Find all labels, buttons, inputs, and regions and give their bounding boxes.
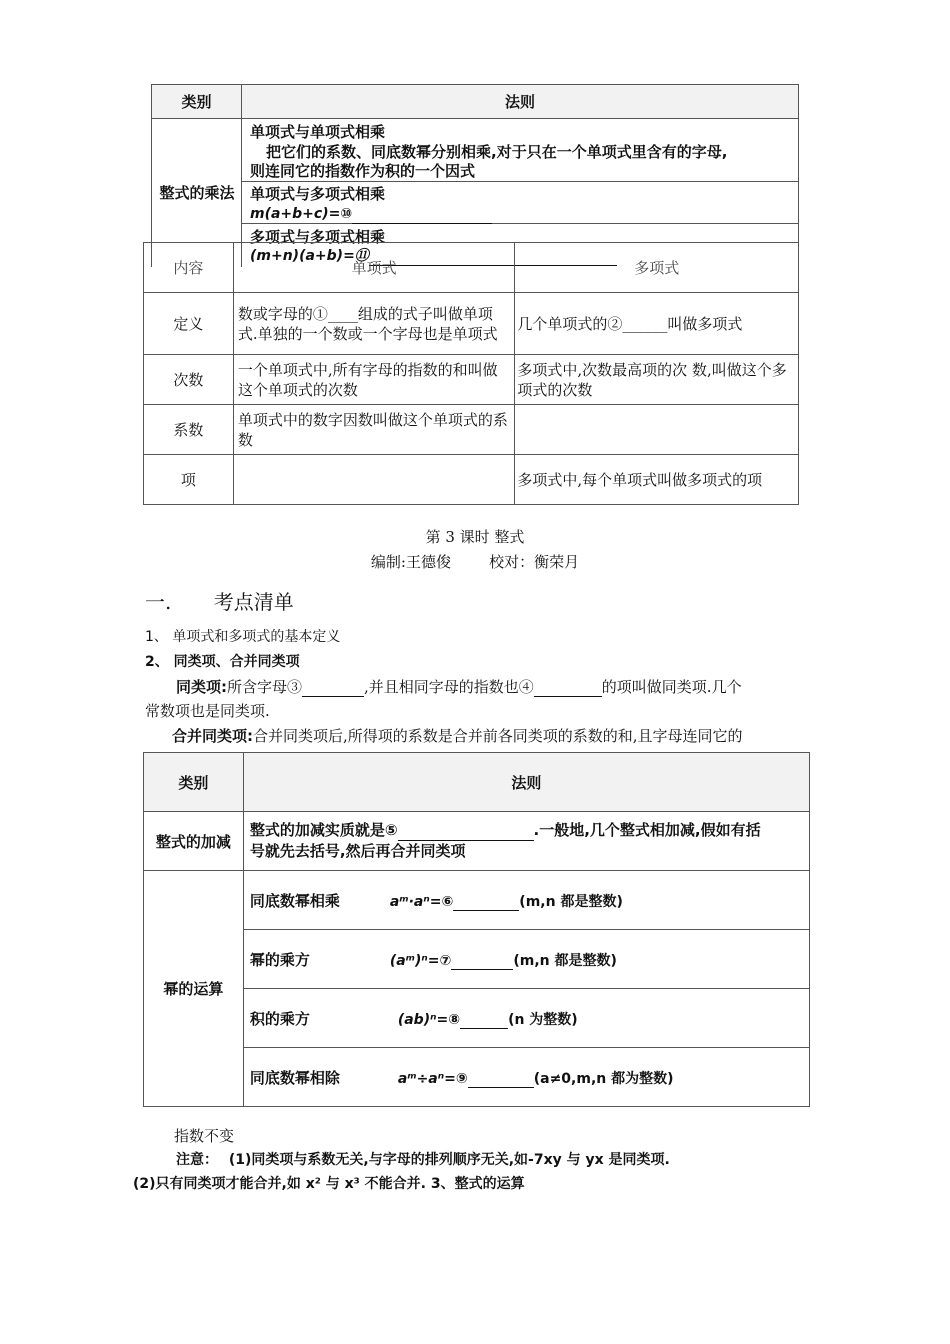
power-rule-cond: (n 为整数) [508,1012,578,1028]
mono-mono-rule-line1: 把它们的系数、同底数幂分别相乘,对于只在一个单项式里含有的字母, [266,143,728,161]
like-terms-text-a: 所含字母③ [227,678,303,696]
combine-line [172,725,743,746]
like-terms-text-b: ,并且相同字母的指数也④ [364,678,534,696]
section-heading [145,586,294,615]
power-rule-name: 幂的乘方 [249,950,310,969]
like-terms-text-c: 的项叫做同类项.几个 [601,678,742,696]
def-row-label: 项 [144,455,234,505]
def-row-mono [233,455,515,505]
ops-add-text-c: 号就先去括号,然后再合并同类项 [249,842,466,860]
like-terms-line2: 常数项也是同类项. [145,702,270,720]
ops-add-text-a: 整式的加减实质就是⑤ [249,821,398,839]
poly-poly-formula: (m+n)(a+b)=⑪ [250,248,369,264]
item-1: 1、 单项式和多项式的基本定义 [145,629,341,645]
ops-add-rule [243,812,809,871]
power-rule-cond: (m,n 都是整数) [513,953,617,969]
blank-6 [453,894,519,911]
power-rule-name: 同底数幂相乘 [249,891,340,910]
power-rule-formula-wrap [398,1068,674,1088]
power-rule-formula: (aᵐ)ⁿ=⑦ [389,953,452,969]
def-row-poly: 多项式中,每个单项式叫做多项式的项 [515,455,799,505]
section-number: 一. [145,590,172,614]
power-rule-row [243,871,809,930]
note-text-1: (1)同类项与系数无关,与字母的排列顺序无关,如-7xy 与 yx 是同类项. [228,1152,670,1168]
power-rule-formula-wrap [390,891,623,911]
note-line1 [176,1149,670,1169]
def-row-poly: 几个单项式的②______叫做多项式 [515,293,799,355]
exponent-unchanged: 指数不变 [174,1127,235,1145]
blank-5 [398,824,534,841]
def-header-content: 内容 [144,243,234,293]
blank-3 [302,680,364,697]
power-rule-formula: aᵐ÷aⁿ=⑨ [397,1071,468,1087]
blank-4 [534,680,602,697]
power-rule-row [243,989,809,1048]
note-line2: (2)只有同类项才能合并,如 x² 与 x³ 不能合并. 3、整式的运算 [133,1176,525,1192]
power-rule-name: 同底数幂相除 [249,1068,340,1087]
power-rule-name: 积的乘方 [249,1009,310,1028]
item-2: 2、 同类项、合并同类项 [145,654,300,670]
like-terms-label: 同类项: [176,678,227,696]
combine-text: 合并同类项后,所得项的系数是合并前各同类项的系数的和,且字母连同它的 [253,727,743,745]
lesson-title: 第 3 课时 整式 [425,528,525,546]
def-row-label: 系数 [144,405,234,455]
blank-9 [468,1071,534,1088]
power-rule-cond: (a≠0,m,n 都为整数) [533,1071,674,1087]
mono-poly-formula: m(a+b+c)=⑩ [250,206,353,222]
mono-poly-title: 单项式与多项式相乘 [250,185,386,203]
def-row-poly: 多项式中,次数最高项的次 数,叫做这个多项式的次数 [515,355,799,405]
ops-add-label: 整式的加减 [144,812,244,871]
def-row-mono: 数或字母的①____组成的式子叫做单项式.单独的一个数或一个字母也是单项式 [233,293,515,355]
poly-poly-title: 多项式与多项式相乘 [250,228,386,246]
power-rule-formula-wrap [390,950,617,970]
mono-poly-formula-row [250,204,492,224]
def-row-label: 定义 [144,293,234,355]
def-row-mono: 单项式中的数字因数叫做这个单项式的系数 [233,405,515,455]
row-label-multiplication: 整式的乘法 [159,184,235,202]
power-rule-row [243,930,809,989]
combine-label: 合并同类项: [172,727,253,745]
note-label: 注意： [176,1152,218,1168]
blank-10 [352,207,492,224]
table-header-rule: 法则 [504,93,535,111]
mono-mono-title: 单项式与单项式相乘 [250,123,386,141]
def-row-mono: 一个单项式中,所有字母的指数的和叫做这个单项式的次数 [233,355,515,405]
def-row-poly [515,405,799,455]
editors-line: 编制:王德俊 校对：衡荣月 [370,553,580,571]
power-rule-formula-wrap [398,1009,578,1029]
ops-header-rule: 法则 [243,753,809,812]
ops-power-label: 幂的运算 [144,871,244,1107]
mono-mono-rule-line2: 则连同它的指数作为积的一个因式 [250,162,476,180]
blank-8 [460,1012,508,1029]
ops-header-category: 类别 [144,753,244,812]
blank-7 [451,953,513,970]
power-rule-row [243,1048,809,1107]
power-rule-cond: (m,n 都是整数) [519,894,623,910]
def-header-monomial: 单项式 [233,243,515,293]
table-header-category: 类别 [181,93,212,111]
ops-add-text-b: .一般地,几个整式相加减,假如有括 [533,821,761,839]
power-rule-formula: (ab)ⁿ=⑧ [397,1012,461,1028]
def-header-polynomial: 多项式 [515,243,799,293]
definitions-table [143,242,799,505]
power-rule-formula: aᵐ·aⁿ=⑥ [389,894,454,910]
like-terms-line1 [176,676,742,697]
section-title: 考点清单 [213,590,294,614]
operations-table [143,752,810,1107]
def-row-label: 次数 [144,355,234,405]
